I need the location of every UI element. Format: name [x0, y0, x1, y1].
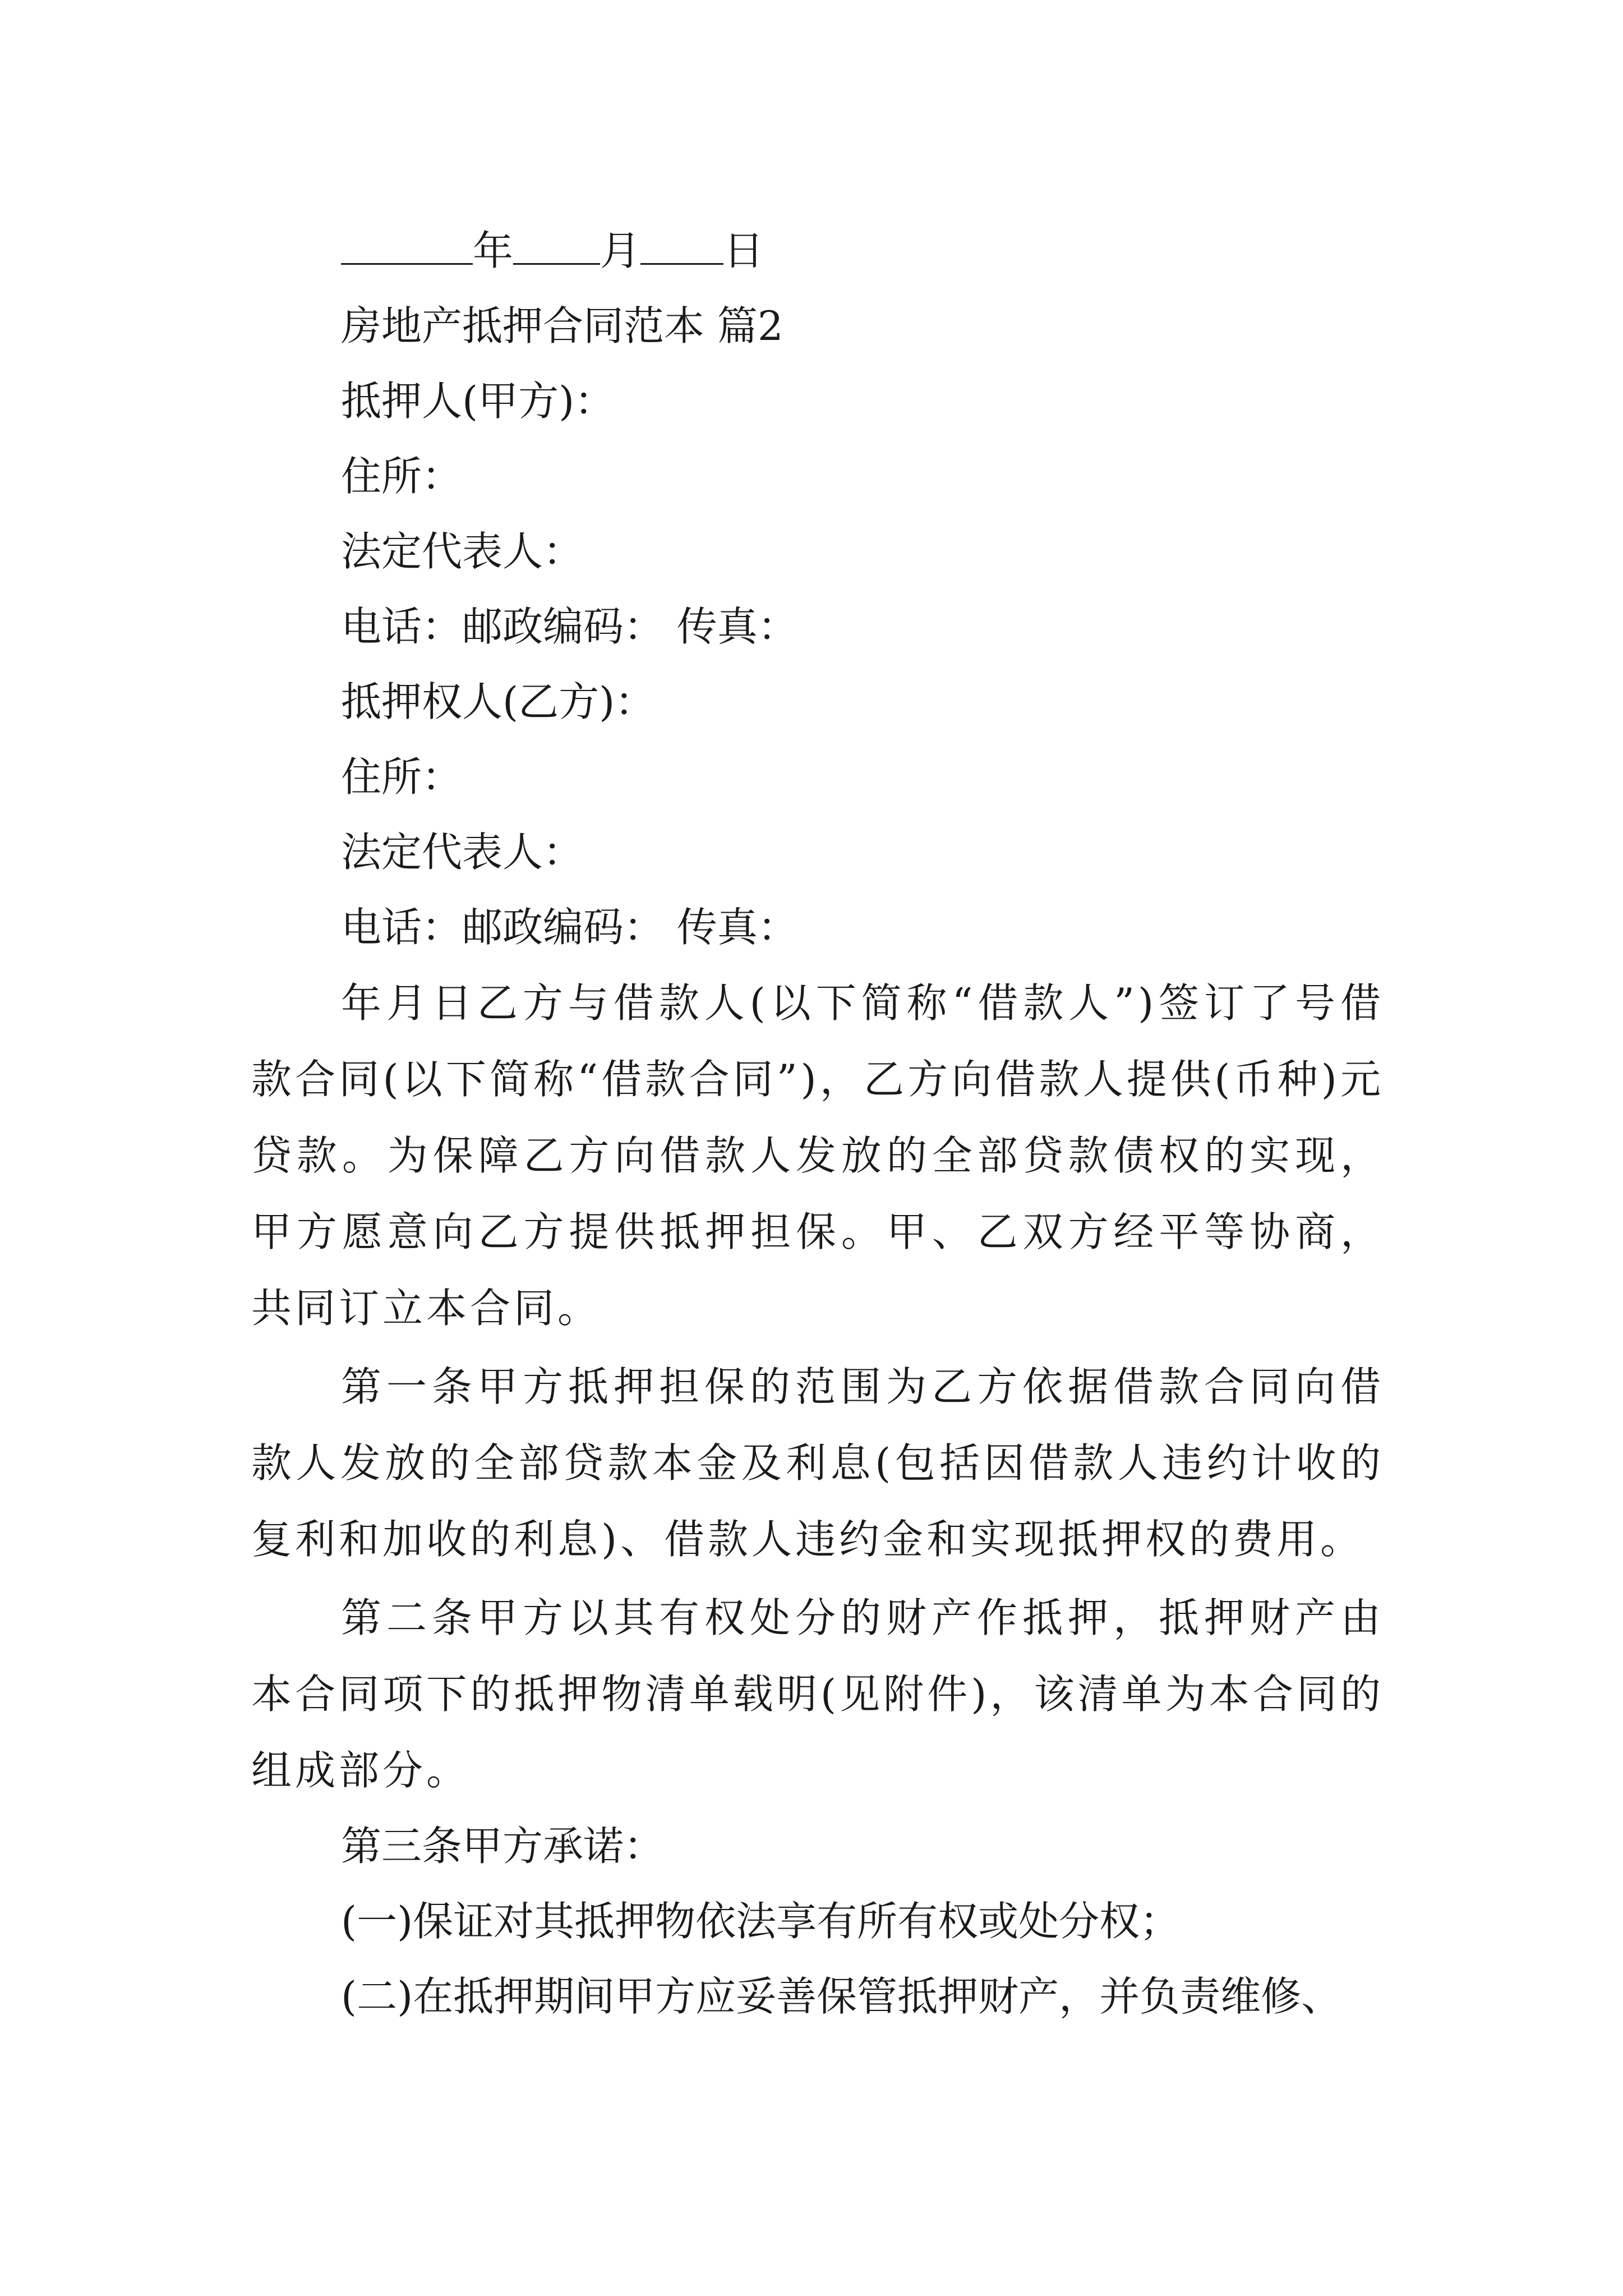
- date-line: [251, 213, 1384, 288]
- day-blank: [640, 226, 723, 265]
- year-blank: [341, 226, 473, 265]
- day-label: 日: [723, 227, 764, 274]
- preamble-paragraph: 年月日乙方与借款人(以下简称“借款人”)签订了号借款合同(以下简称“借款合同”)，乙方向借款人提供(币种)元贷款。为保障乙方向借款人发放的全部贷款债权的实现，甲方愿意向乙方提供抵押担保。甲、乙双方经平等协商，共同订立本合同。: [251, 979, 1384, 1332]
- mortgagee-label: 抵押权人(乙方)：: [341, 678, 656, 725]
- article-3-heading: 第三条甲方承诺：: [341, 1823, 665, 1870]
- mortgagor-label: 抵押人(甲方)：: [341, 378, 615, 425]
- month-blank: [513, 226, 600, 265]
- document-body: [251, 213, 1384, 2034]
- mortgagor-legal-rep-label: 法定代表人：: [341, 528, 584, 575]
- article-2-paragraph: 第二条甲方以其有权处分的财产作抵押，抵押财产由本合同项下的抵押物清单载明(见附件)，该清单为本合同的组成部分。: [251, 1594, 1384, 1794]
- article-1-paragraph: 第一条甲方抵押担保的范围为乙方依据借款合同向借款人发放的全部贷款本金及利息(包括因借款人违约计收的复利和加收的利息)、借款人违约金和实现抵押权的费用。: [251, 1363, 1384, 1563]
- mortgagor-address-label: 住所：: [341, 453, 463, 500]
- article-3-item-1: (一)保证对其抵押物依法享有所有权或处分权；: [341, 1898, 1181, 1945]
- mortgagor-contact-label: 电话：邮政编码： 传真：: [341, 603, 798, 650]
- mortgagee-address-label: 住所：: [341, 753, 463, 800]
- mortgagee-legal-rep-label: 法定代表人：: [341, 829, 584, 876]
- section-title: 房地产抵押合同范本 篇2: [341, 302, 783, 349]
- year-label: 年: [473, 227, 514, 274]
- month-label: 月: [600, 227, 641, 274]
- mortgagee-contact-label: 电话：邮政编码： 传真：: [341, 904, 798, 951]
- article-3-item-2: (二)在抵押期间甲方应妥善保管抵押财产，并负责维修、: [341, 1973, 1342, 2020]
